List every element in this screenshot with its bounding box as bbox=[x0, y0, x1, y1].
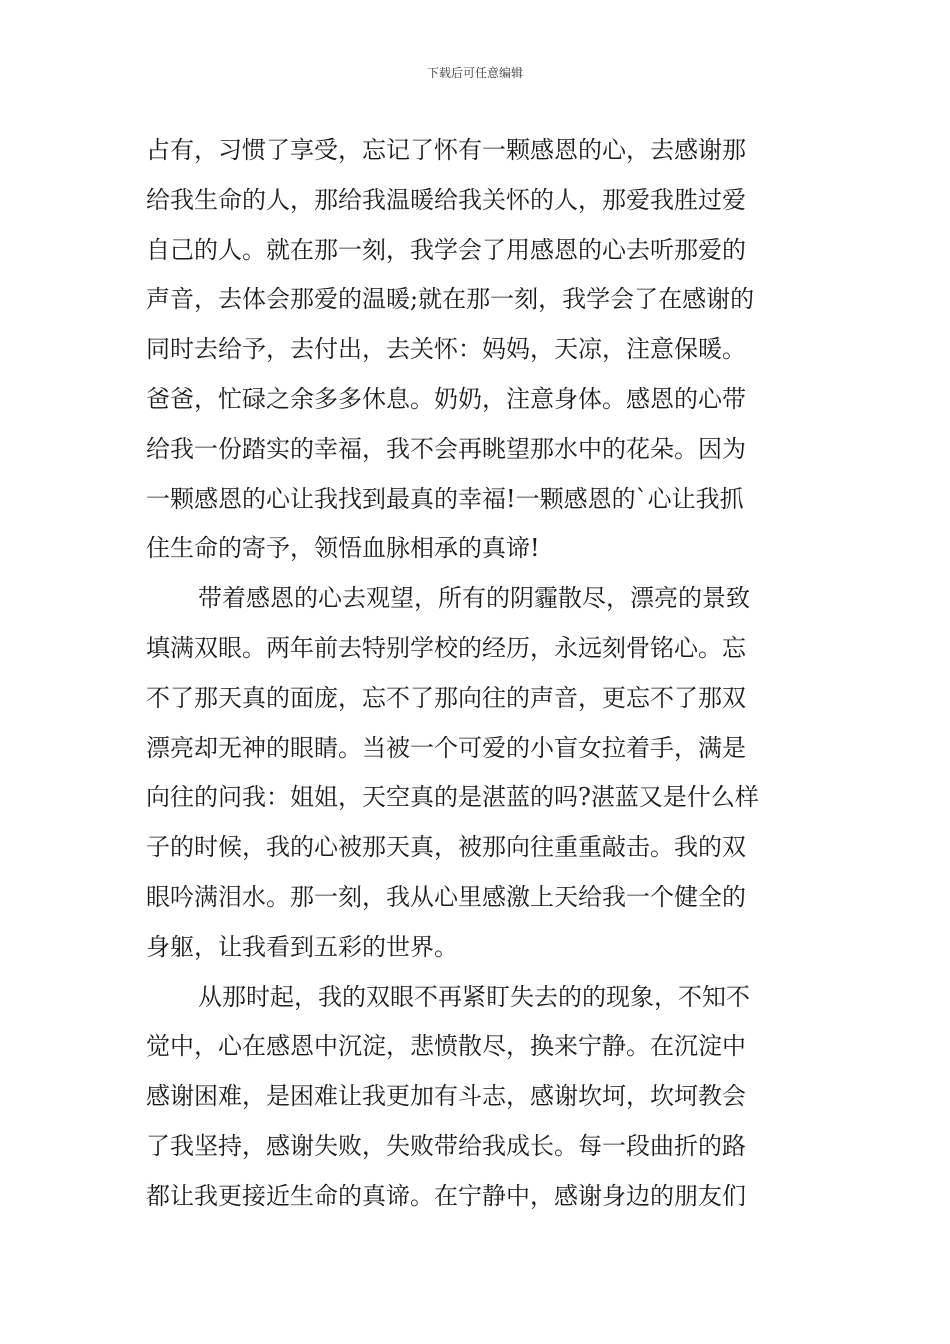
text-line: 都让我更接近生命的真谛。在宁静中，感谢身边的朋友们 bbox=[146, 1181, 746, 1210]
text-line: 漂亮却无神的眼睛。当被一个可爱的小盲女拉着手，满是 bbox=[146, 733, 746, 762]
body-text bbox=[146, 126, 816, 1222]
text-line: 住生命的寄予，领悟血脉相承的真谛! bbox=[146, 534, 540, 563]
text-line: 眼吟满泪水。那一刻，我从心里感激上天给我一个健全的 bbox=[146, 882, 746, 911]
text-line: 感谢困难，是困难让我更加有斗志，感谢坎坷，坎坷教会 bbox=[146, 1082, 746, 1111]
text-line: 不了那天真的面庞，忘不了那向往的声音，更忘不了那双 bbox=[146, 683, 746, 712]
text-line: 自己的人。就在那一刻，我学会了用感恩的心去听那爱的 bbox=[146, 235, 746, 264]
text-line: 觉中，心在感恩中沉淀，悲愤散尽，换来宁静。在沉淀中 bbox=[146, 1032, 746, 1061]
text-line: 声音，去体会那爱的温暖;就在那一刻，我学会了在感谢的 bbox=[146, 285, 755, 314]
text-line: 给我一份踏实的幸福，我不会再眺望那水中的花朵。因为 bbox=[146, 434, 746, 463]
text-line: 填满双眼。两年前去特别学校的经历，永远刻骨铭心。忘 bbox=[146, 633, 746, 662]
text-line: 子的时候，我的心被那天真，被那向往重重敲击。我的双 bbox=[146, 833, 746, 862]
text-line: 给我生命的人，那给我温暖给我关怀的人，那爱我胜过爱 bbox=[146, 185, 746, 214]
text-line: 一颗感恩的心让我找到最真的幸福!一颗感恩的`心让我抓 bbox=[146, 484, 744, 513]
text-line: 同时去给予，去付出，去关怀：妈妈，天凉，注意保暖。 bbox=[146, 335, 746, 364]
text-line: 爸爸，忙碌之余多多休息。奶奶，注意身体。感恩的心带 bbox=[146, 384, 746, 413]
page-header-note: 下载后可任意编辑 bbox=[426, 66, 523, 80]
text-line: 向往的问我：姐姐，天空真的是湛蓝的吗?湛蓝又是什么样 bbox=[146, 783, 759, 812]
paragraph-first-line: 从那时起，我的双眼不再紧盯失去的的现象，不知不 bbox=[198, 982, 750, 1011]
text-line: 了我坚持，感谢失败，失败带给我成长。每一段曲折的路 bbox=[146, 1131, 746, 1160]
paragraph-first-line: 带着感恩的心去观望，所有的阴霾散尽，漂亮的景致 bbox=[198, 584, 750, 613]
text-line: 占有，习惯了享受，忘记了怀有一颗感恩的心，去感谢那 bbox=[146, 136, 746, 164]
text-line: 身躯，让我看到五彩的世界。 bbox=[146, 932, 458, 961]
